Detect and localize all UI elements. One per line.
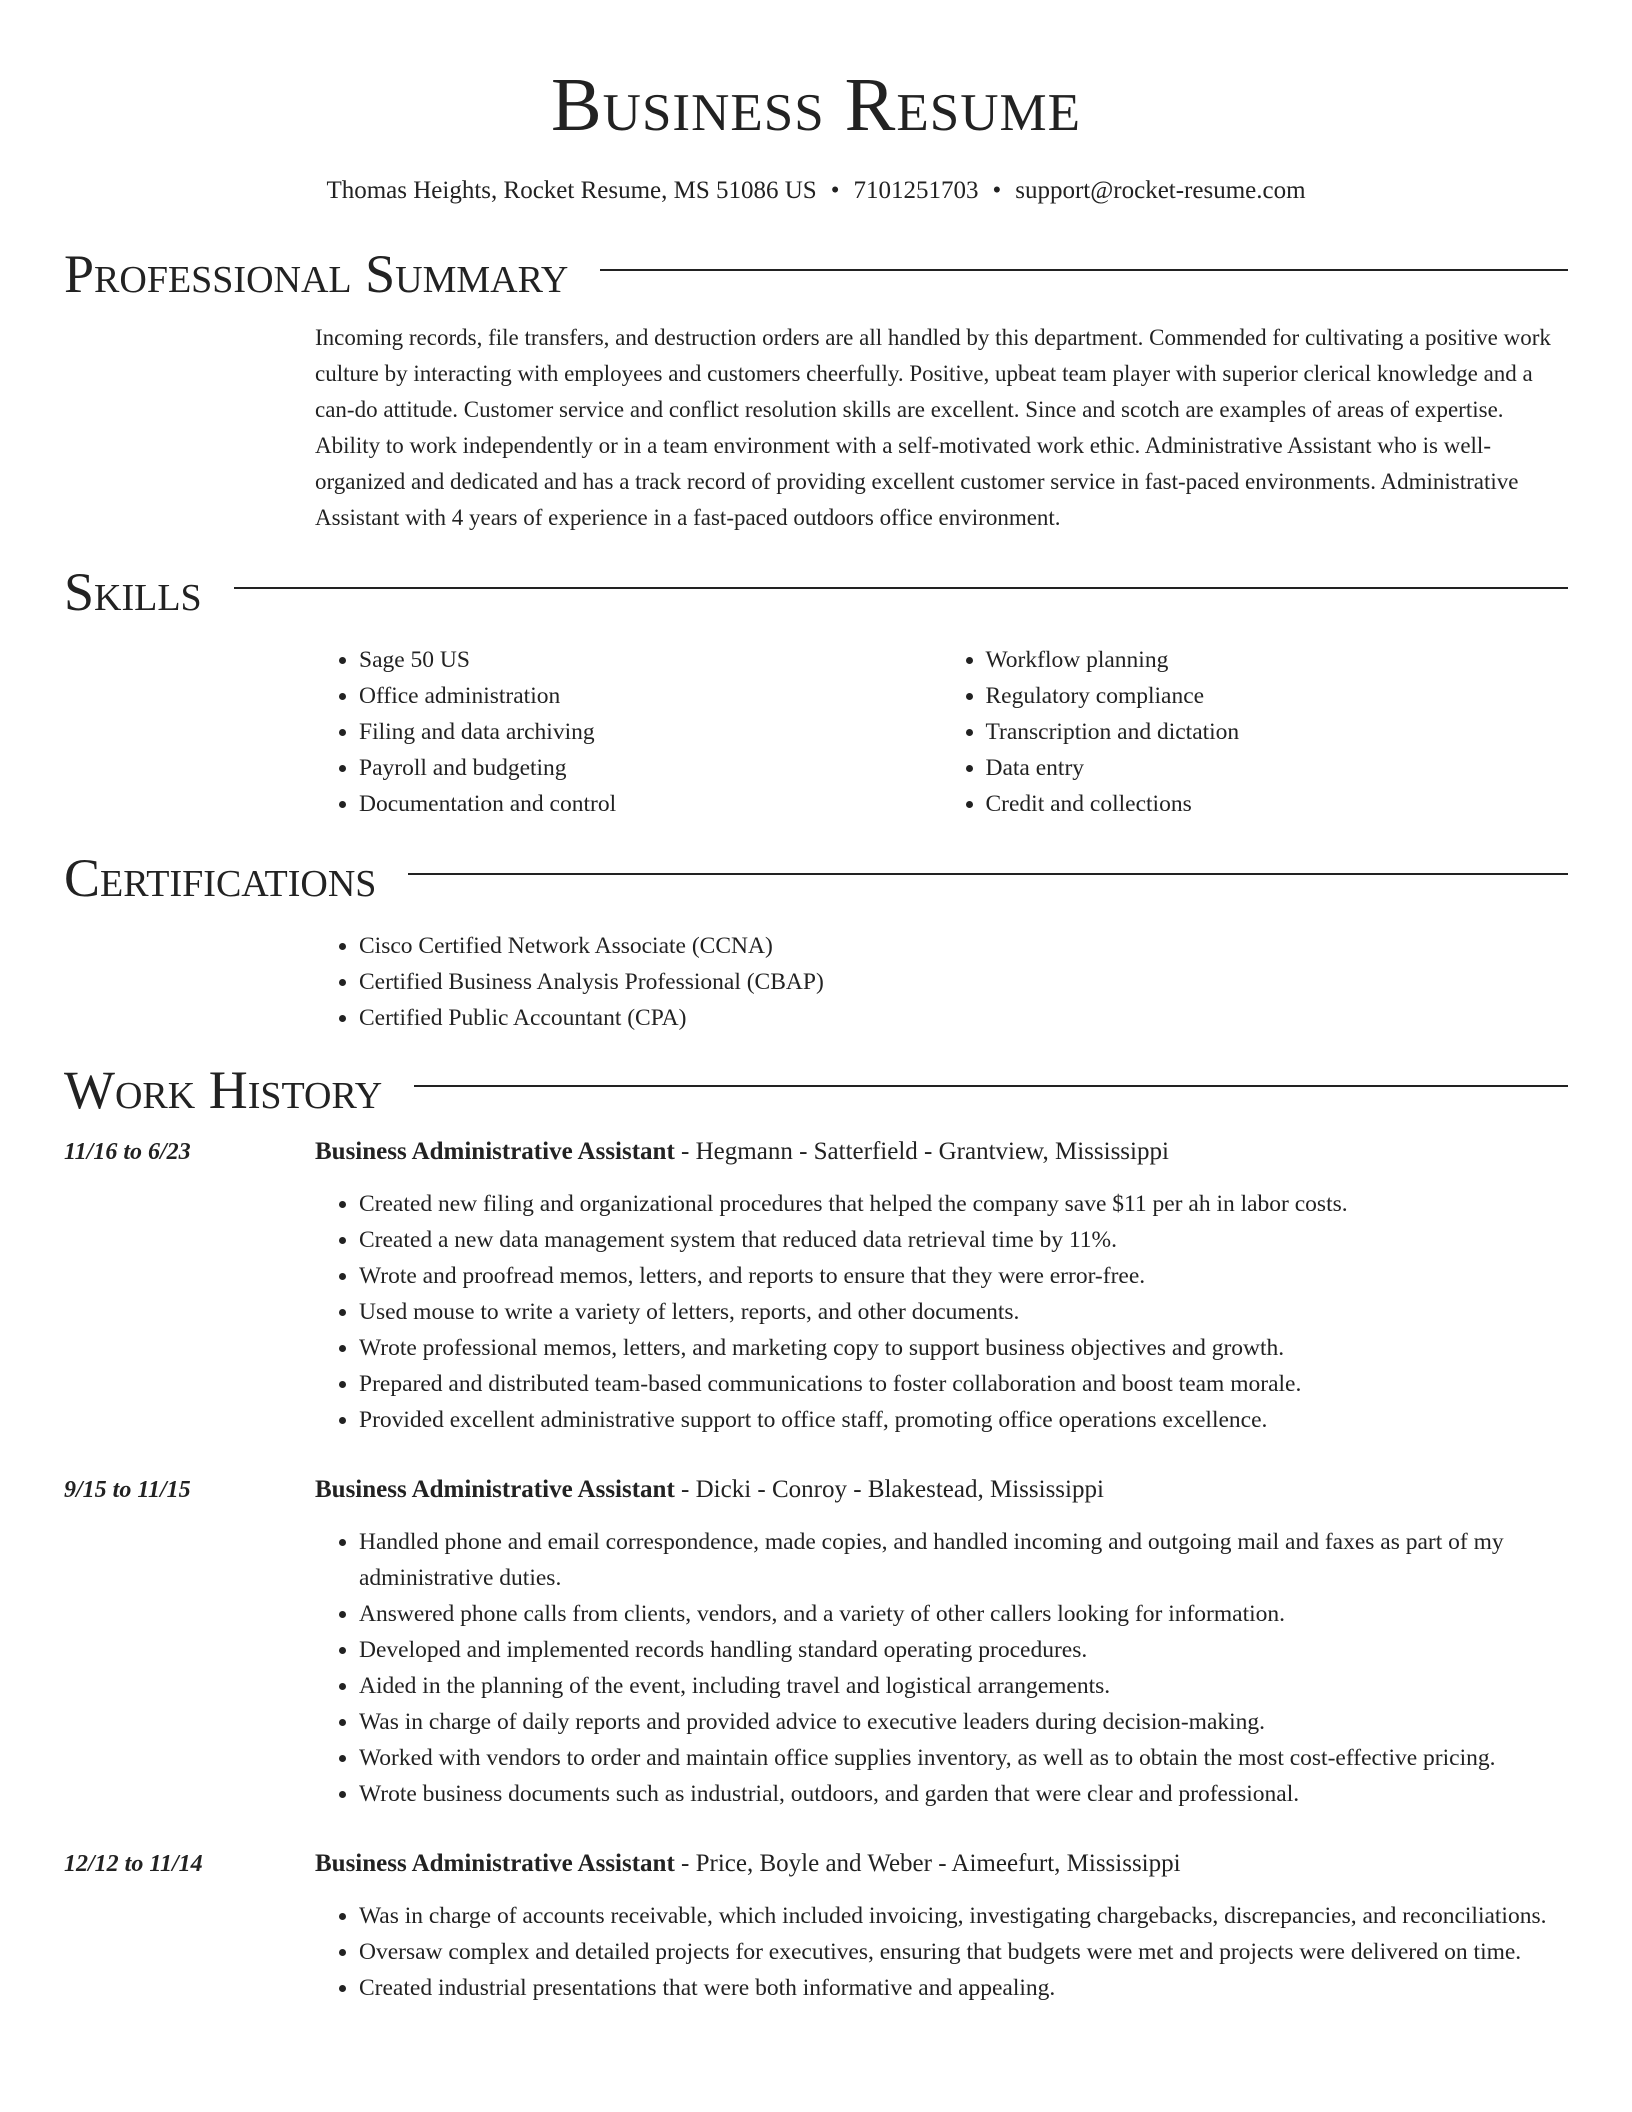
job-bullet: • Created new filing and organizational procedures that helped the company save $11 per ah in labor costs. <box>359 1186 1568 1222</box>
job-main <box>315 1134 1568 1438</box>
job-bullet: • Answered phone calls from clients, vendors, and a variety of other callers looking for information. <box>359 1596 1568 1632</box>
section-divider <box>408 873 1568 875</box>
job-bullet: • Was in charge of daily reports and provided advice to executive leaders during decision-making. <box>359 1704 1568 1740</box>
job-details: - Hegmann - Satterfield - Grantview, Mississippi <box>674 1138 1169 1165</box>
certifications-section <box>64 848 1568 1036</box>
certification-item: • Certified Business Analysis Professional (CBAP) <box>359 964 1568 1000</box>
skill-item: • Filing and data archiving <box>359 714 942 750</box>
job-bullet: • Worked with vendors to order and maintain office supplies inventory, as well as to obtain the most cost-effective pricing. <box>359 1740 1568 1776</box>
job-entry <box>64 1134 1568 1438</box>
job-entry <box>64 1472 1568 1812</box>
job-dates: 9/15 to 11/15 <box>64 1477 191 1503</box>
skills-section <box>64 562 1568 822</box>
job-main <box>315 1846 1568 2006</box>
skills-section-header <box>64 562 1568 622</box>
certifications-section-header <box>64 848 1568 908</box>
job-bullets <box>315 1898 1568 2006</box>
contact-separator: • <box>830 177 840 204</box>
summary-section <box>64 244 1568 536</box>
job-bullets <box>315 1524 1568 1812</box>
certifications-body <box>315 928 1568 1036</box>
job-role: Business Administrative Assistant <box>315 1850 675 1877</box>
job-role: Business Administrative Assistant <box>315 1476 675 1503</box>
skills-body <box>315 642 1568 822</box>
job-role: Business Administrative Assistant <box>315 1138 675 1165</box>
job-main <box>315 1472 1568 1812</box>
section-divider <box>600 269 1568 271</box>
summary-text: Incoming records, file transfers, and destruction orders are all handled by this department. Commended for cultivating a positive work culture by interacting with employees and customers cheerfully. Positive, upbeat team player with superior clerical knowledge and a can-do attitude. Customer service and conflict resolution skills are excellent. Since and scotch are examples of areas of expertise. Ability to work independently or in a team environment with a self-motivated work ethic. Administrative Assistant who is well-organized and dedicated and has a track record of providing excellent customer service in fast-paced environments. Administrative Assistant with 4 years of experience in a fast-paced outdoors office environment. <box>315 325 1551 530</box>
job-header <box>315 1472 1568 1508</box>
skills-section-title: Skills <box>64 562 202 622</box>
skills-list-right <box>942 642 1569 822</box>
skill-item: • Sage 50 US <box>359 642 942 678</box>
certification-item: • Cisco Certified Network Associate (CCNA) <box>359 928 1568 964</box>
skills-list-left <box>315 642 942 822</box>
summary-section-header <box>64 244 1568 304</box>
job-bullet: • Provided excellent administrative support to office staff, promoting office operations excellence. <box>359 1402 1568 1438</box>
summary-section-title: Professional Summary <box>64 244 569 304</box>
job-bullet: • Prepared and distributed team-based communications to foster collaboration and boost team morale. <box>359 1366 1568 1402</box>
contact-phone: 7101251703 <box>853 177 979 204</box>
job-bullet: • Created industrial presentations that were both informative and appealing. <box>359 1970 1568 2006</box>
skill-item: • Payroll and budgeting <box>359 750 942 786</box>
resume-name: Business Resume <box>550 63 1081 147</box>
job-bullet: • Wrote and proofread memos, letters, and reports to ensure that they were error-free. <box>359 1258 1568 1294</box>
job-bullet: • Used mouse to write a variety of letters, reports, and other documents. <box>359 1294 1568 1330</box>
job-bullet: • Aided in the planning of the event, including travel and logistical arrangements. <box>359 1668 1568 1704</box>
skill-item: • Workflow planning <box>986 642 1569 678</box>
skill-item: • Regulatory compliance <box>986 678 1569 714</box>
job-details: - Price, Boyle and Weber - Aimeefurt, Mississippi <box>674 1850 1181 1877</box>
job-bullets <box>315 1186 1568 1438</box>
skill-item: • Data entry <box>986 750 1569 786</box>
job-header <box>315 1846 1568 1882</box>
work-history-body <box>64 1134 1568 2006</box>
certification-item: • Certified Public Accountant (CPA) <box>359 1000 1568 1036</box>
certifications-section-title: Certifications <box>64 848 377 908</box>
certifications-list <box>315 928 1568 1036</box>
job-bullet: • Wrote professional memos, letters, and marketing copy to support business objectives and growth. <box>359 1330 1568 1366</box>
summary-body <box>315 320 1568 536</box>
skill-item: • Transcription and dictation <box>986 714 1569 750</box>
work-history-section <box>64 1060 1568 2006</box>
job-bullet: • Oversaw complex and detailed projects for executives, ensuring that budgets were met and projects were delivered on time. <box>359 1934 1568 1970</box>
work-history-section-title: Work History <box>64 1060 383 1120</box>
skill-item: • Documentation and control <box>359 786 942 822</box>
contact-email: support@rocket-resume.com <box>1015 177 1306 204</box>
contact-line <box>64 174 1568 208</box>
contact-address: Thomas Heights, Rocket Resume, MS 51086 US <box>326 177 817 204</box>
job-dates: 12/12 to 11/14 <box>64 1851 203 1877</box>
job-bullet: • Developed and implemented records handling standard operating procedures. <box>359 1632 1568 1668</box>
section-divider <box>234 587 1568 589</box>
job-details: - Dicki - Conroy - Blakestead, Mississippi <box>674 1476 1104 1503</box>
work-history-section-header <box>64 1060 1568 1120</box>
job-bullet: • Wrote business documents such as industrial, outdoors, and garden that were clear and professional. <box>359 1776 1568 1812</box>
job-bullet: • Was in charge of accounts receivable, which included invoicing, investigating chargebacks, discrepancies, and reconciliations. <box>359 1898 1568 1934</box>
skill-item: • Office administration <box>359 678 942 714</box>
skill-item: • Credit and collections <box>986 786 1569 822</box>
job-bullet: • Created a new data management system that reduced data retrieval time by 11%. <box>359 1222 1568 1258</box>
job-entry <box>64 1846 1568 2006</box>
job-bullet: • Handled phone and email correspondence, made copies, and handled incoming and outgoing mail and faxes as part of my administrative duties. <box>359 1524 1568 1596</box>
job-header <box>315 1134 1568 1170</box>
job-dates: 11/16 to 6/23 <box>64 1139 191 1165</box>
resume-page <box>64 0 1568 2006</box>
contact-separator: • <box>992 177 1002 204</box>
section-divider <box>414 1085 1568 1087</box>
